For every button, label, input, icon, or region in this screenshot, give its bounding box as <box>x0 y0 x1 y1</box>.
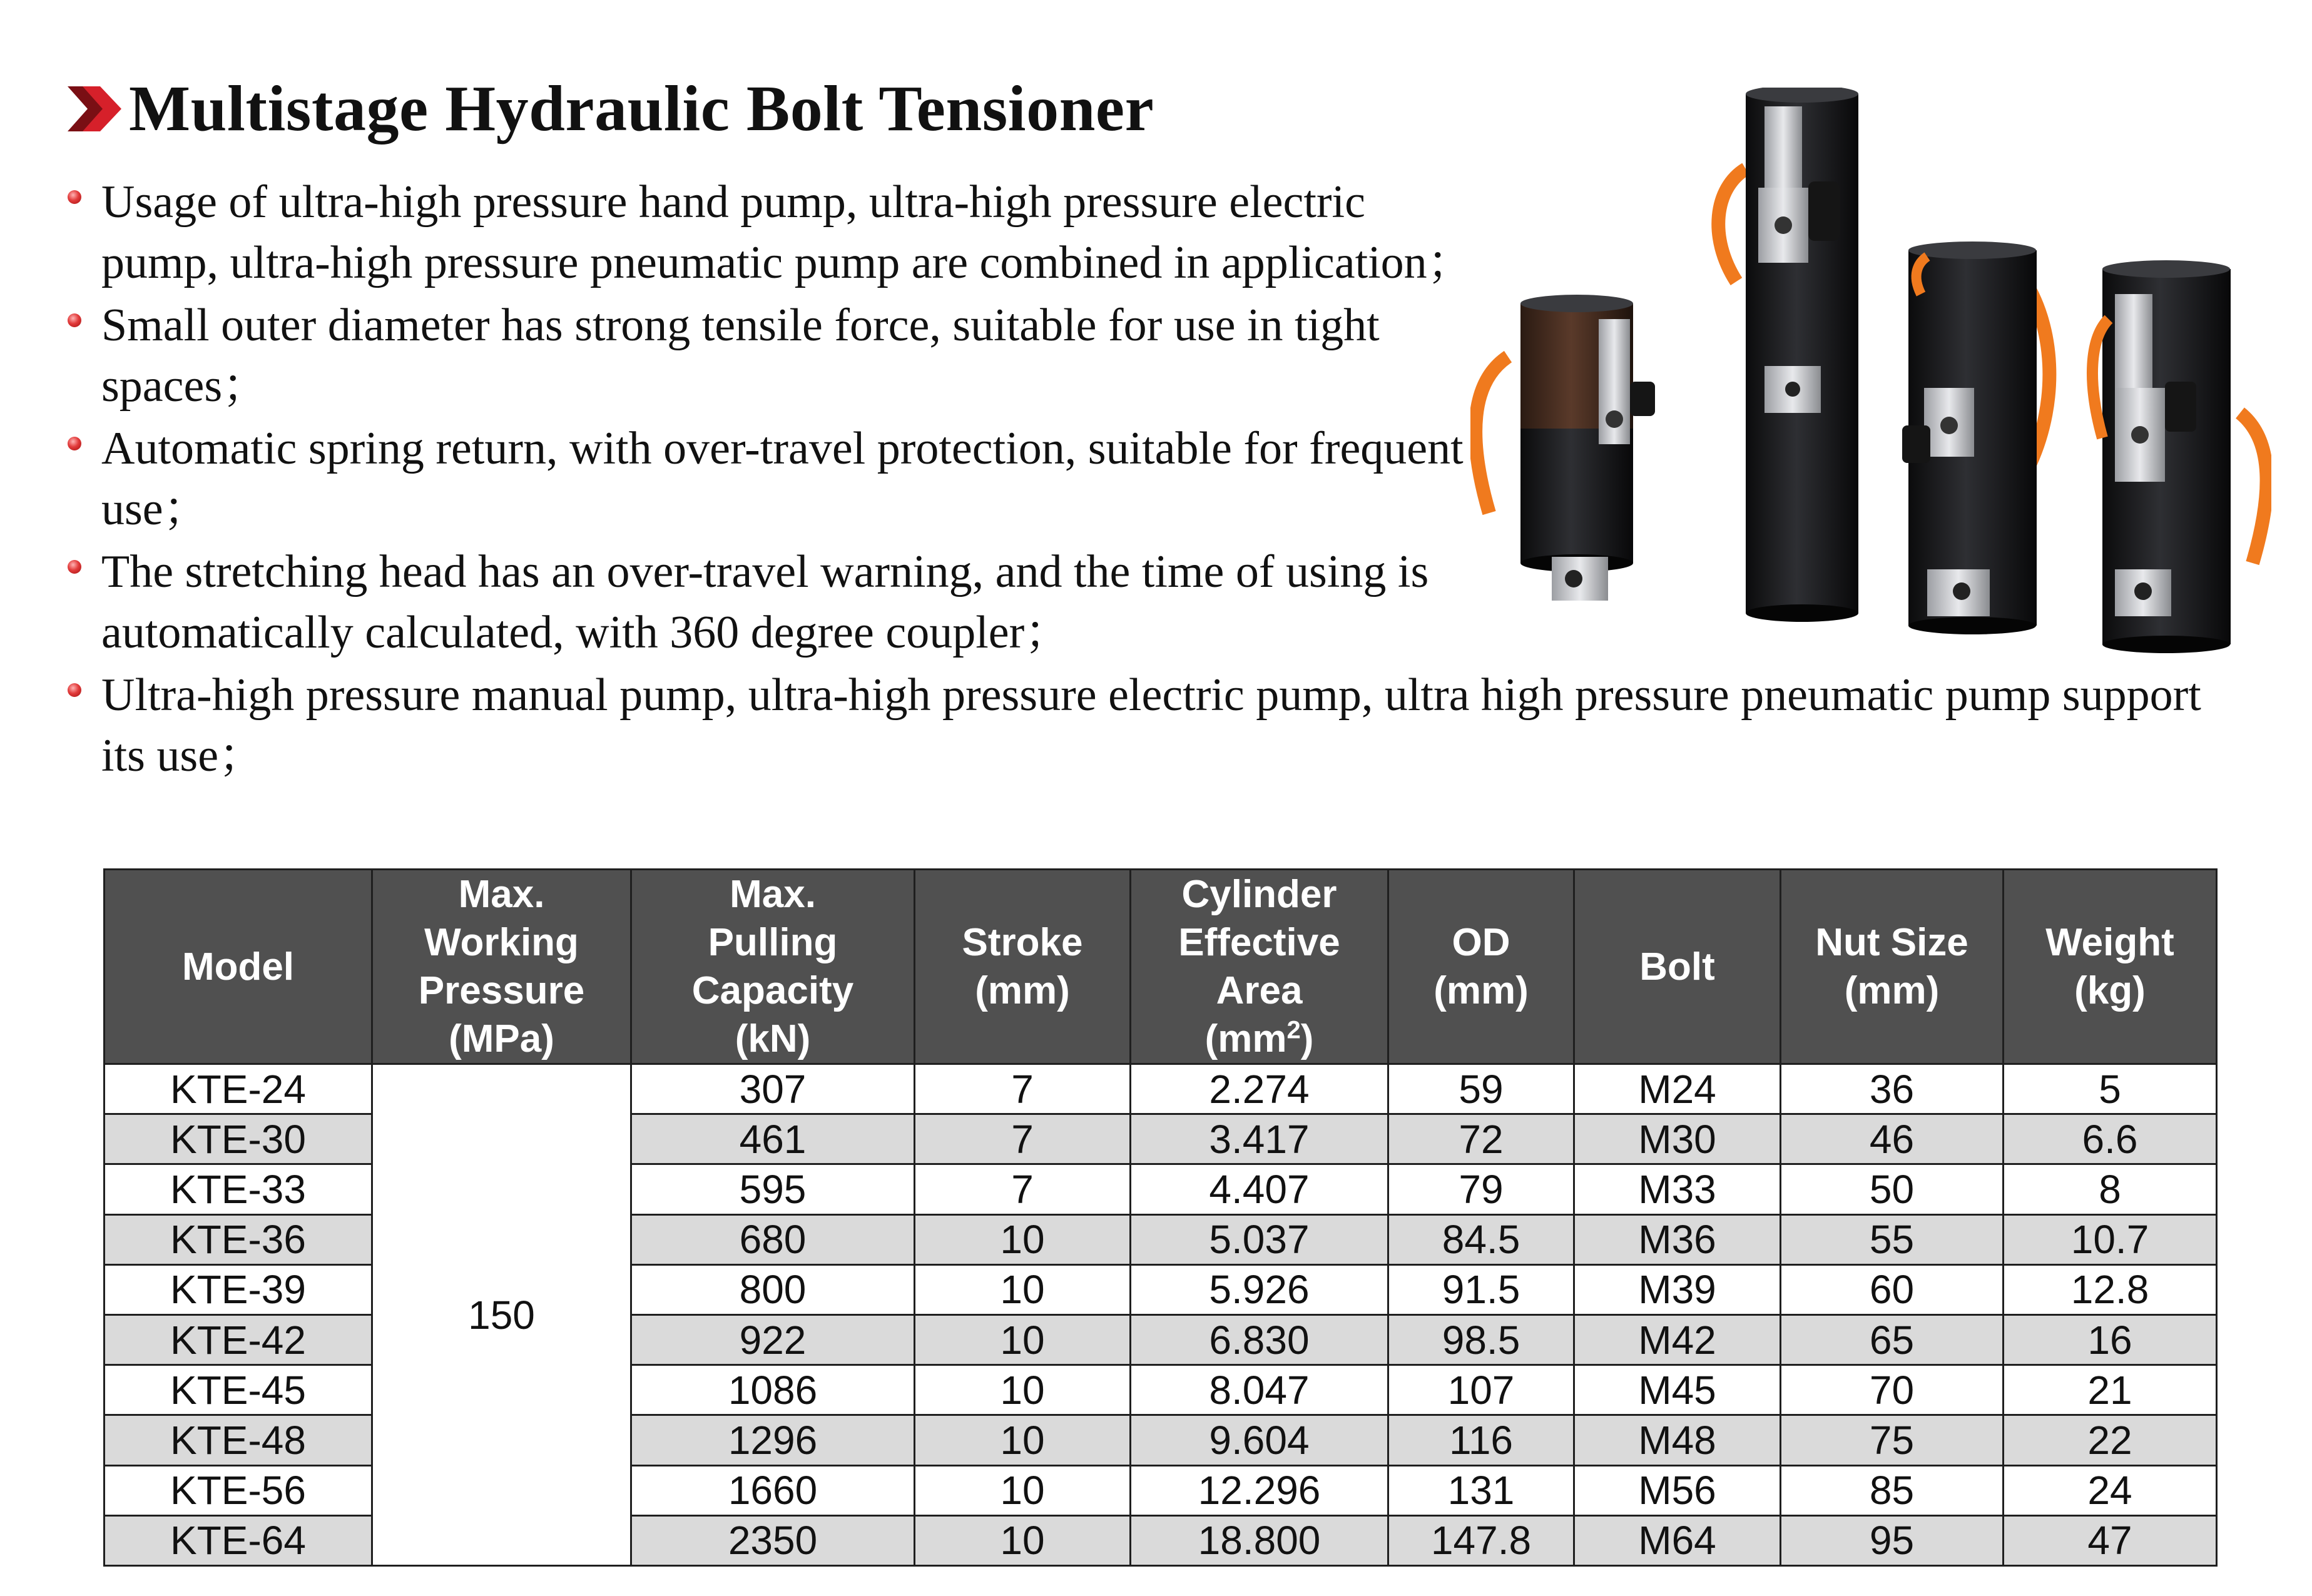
chevron-arrow-icon <box>66 83 123 135</box>
bullet-icon <box>68 190 81 204</box>
header-model: Model <box>104 870 372 1064</box>
cell-stroke: 10 <box>915 1264 1131 1314</box>
cell-weight: 6.6 <box>2004 1114 2217 1164</box>
feature-text: Automatic spring return, with over-travel protection, suitable for frequent use； <box>101 423 1464 535</box>
product-photo <box>1470 88 2271 676</box>
cell-nut-size: 65 <box>1781 1314 2004 1365</box>
cell-weight: 24 <box>2004 1465 2217 1515</box>
cell-od: 72 <box>1388 1114 1574 1164</box>
bullet-icon <box>68 437 81 450</box>
cell-model: KTE-45 <box>104 1365 372 1415</box>
bullet-icon <box>68 313 81 327</box>
cell-model: KTE-64 <box>104 1515 372 1565</box>
cell-area: 5.037 <box>1131 1214 1388 1264</box>
cell-weight: 10.7 <box>2004 1214 2217 1264</box>
tensioner-medium <box>1902 241 2049 634</box>
cell-capacity: 1660 <box>631 1465 915 1515</box>
cell-od: 59 <box>1388 1064 1574 1114</box>
page-title: Multistage Hydraulic Bolt Tensioner <box>129 73 1154 145</box>
header-stroke: Stroke (mm) <box>915 870 1131 1064</box>
cell-area: 2.274 <box>1131 1064 1388 1114</box>
cell-model: KTE-48 <box>104 1415 372 1465</box>
cell-model: KTE-39 <box>104 1264 372 1314</box>
cell-model: KTE-30 <box>104 1114 372 1164</box>
cell-area: 18.800 <box>1131 1515 1388 1565</box>
cell-model: KTE-24 <box>104 1064 372 1114</box>
header-area: Cylinder Effective Area $(mm^2)$ <box>1131 870 1388 1064</box>
header-weight: Weight (kg) <box>2004 870 2217 1064</box>
cell-pressure: 150 <box>372 1064 631 1566</box>
cell-bolt: M48 <box>1574 1415 1781 1465</box>
header-bolt: Bolt <box>1574 870 1781 1064</box>
tensioner-small <box>1475 295 1655 601</box>
feature-text: Small outer diameter has strong tensile force, suitable for use in tight spaces； <box>101 300 1380 412</box>
cell-bolt: M33 <box>1574 1164 1781 1214</box>
cell-nut-size: 95 <box>1781 1515 2004 1565</box>
cell-model: KTE-33 <box>104 1164 372 1214</box>
cell-od: 98.5 <box>1388 1314 1574 1365</box>
cell-stroke: 10 <box>915 1365 1131 1415</box>
feature-text: Ultra-high pressure manual pump, ultra-high pressure electric pump, ultra high pressure pneumatic pump support its use； <box>101 669 2201 781</box>
cell-bolt: M42 <box>1574 1314 1781 1365</box>
table-body <box>104 1064 2217 1566</box>
cell-capacity: 461 <box>631 1114 915 1164</box>
cell-capacity: 2350 <box>631 1515 915 1565</box>
cell-bolt: M45 <box>1574 1365 1781 1415</box>
cell-stroke: 10 <box>915 1214 1131 1264</box>
cell-stroke: 10 <box>915 1415 1131 1465</box>
cell-model: KTE-42 <box>104 1314 372 1365</box>
table-header-row <box>104 870 2217 1064</box>
tensioner-right <box>2092 260 2267 653</box>
cell-capacity: 307 <box>631 1064 915 1114</box>
cell-area: 5.926 <box>1131 1264 1388 1314</box>
cell-weight: 5 <box>2004 1064 2217 1114</box>
feature-text: Usage of ultra-high pressure hand pump, ultra-high pressure electric pump, ultra-high pressure pneumatic pump are combined in application； <box>101 176 1474 288</box>
cell-weight: 8 <box>2004 1164 2217 1214</box>
cell-od: 147.8 <box>1388 1515 1574 1565</box>
header-nut-size: Nut Size (mm) <box>1781 870 2004 1064</box>
cell-model: KTE-56 <box>104 1465 372 1515</box>
cell-area: 12.296 <box>1131 1465 1388 1515</box>
bullet-icon <box>68 683 81 697</box>
cell-area: 3.417 <box>1131 1114 1388 1164</box>
cell-od: 116 <box>1388 1415 1574 1465</box>
cell-weight: 16 <box>2004 1314 2217 1365</box>
cell-capacity: 922 <box>631 1314 915 1365</box>
cell-bolt: M39 <box>1574 1264 1781 1314</box>
cell-od: 107 <box>1388 1365 1574 1415</box>
header-pressure: Max. Working Pressure (MPa) <box>372 870 631 1064</box>
cell-nut-size: 75 <box>1781 1415 2004 1465</box>
cell-nut-size: 60 <box>1781 1264 2004 1314</box>
cell-capacity: 1086 <box>631 1365 915 1415</box>
cell-weight: 12.8 <box>2004 1264 2217 1314</box>
cell-capacity: 800 <box>631 1264 915 1314</box>
tensioner-tall <box>1718 88 1858 622</box>
cell-area: 4.407 <box>1131 1164 1388 1214</box>
cell-stroke: 10 <box>915 1515 1131 1565</box>
cell-od: 131 <box>1388 1465 1574 1515</box>
cell-capacity: 595 <box>631 1164 915 1214</box>
cell-nut-size: 55 <box>1781 1214 2004 1264</box>
cell-bolt: M30 <box>1574 1114 1781 1164</box>
cell-weight: 22 <box>2004 1415 2217 1465</box>
bullet-icon <box>68 560 81 574</box>
cell-od: 84.5 <box>1388 1214 1574 1264</box>
cell-area: 6.830 <box>1131 1314 1388 1365</box>
cell-weight: 21 <box>2004 1365 2217 1415</box>
cell-nut-size: 50 <box>1781 1164 2004 1214</box>
title-row <box>66 73 1154 145</box>
cell-stroke: 10 <box>915 1465 1131 1515</box>
cell-capacity: 680 <box>631 1214 915 1264</box>
cell-area: 8.047 <box>1131 1365 1388 1415</box>
feature-item <box>66 665 2256 786</box>
feature-text: The stretching head has an over-travel warning, and the time of using is automatically calculated, with 360 degree coupler； <box>101 546 1429 658</box>
cell-model: KTE-36 <box>104 1214 372 1264</box>
cell-stroke: 7 <box>915 1064 1131 1114</box>
cell-nut-size: 46 <box>1781 1114 2004 1164</box>
cell-capacity: 1296 <box>631 1415 915 1465</box>
header-od: OD (mm) <box>1388 870 1574 1064</box>
cell-bolt: M64 <box>1574 1515 1781 1565</box>
cell-stroke: 10 <box>915 1314 1131 1365</box>
cell-nut-size: 85 <box>1781 1465 2004 1515</box>
cell-weight: 47 <box>2004 1515 2217 1565</box>
cell-stroke: 7 <box>915 1164 1131 1214</box>
spec-table <box>103 868 2218 1567</box>
cell-od: 79 <box>1388 1164 1574 1214</box>
cell-stroke: 7 <box>915 1114 1131 1164</box>
cell-nut-size: 36 <box>1781 1064 2004 1114</box>
header-capacity: Max. Pulling Capacity (kN) <box>631 870 915 1064</box>
cell-bolt: M24 <box>1574 1064 1781 1114</box>
cell-area: 9.604 <box>1131 1415 1388 1465</box>
cell-nut-size: 70 <box>1781 1365 2004 1415</box>
table-row <box>104 1064 2217 1114</box>
cell-bolt: M36 <box>1574 1214 1781 1264</box>
cell-bolt: M56 <box>1574 1465 1781 1515</box>
cell-od: 91.5 <box>1388 1264 1574 1314</box>
